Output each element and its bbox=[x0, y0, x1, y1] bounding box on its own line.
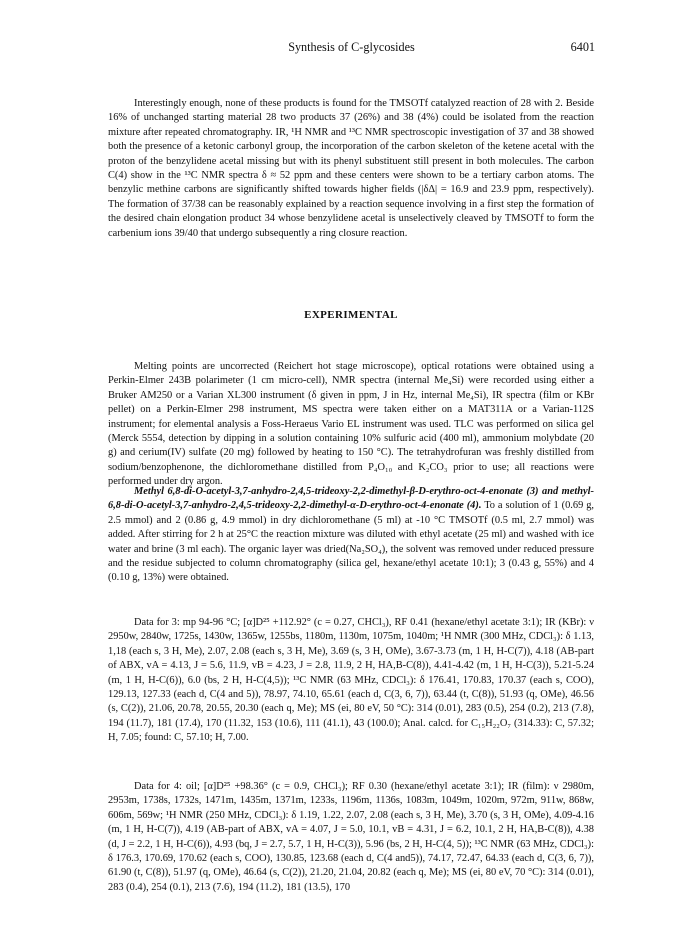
synthesis-paragraph bbox=[108, 485, 594, 586]
page-number: 6401 bbox=[570, 40, 595, 54]
general-methods-text: Melting points are uncorrected (Reichert hot stage microscope), optical rotations were obtained using a Perkin-Elmer 243B polarimeter (1 cm micro-cell), NMR spectra (internal Me₄Si) were recorded using either a Bruker AM250 or a Varian XL300 instrument (δ given in ppm, J in Hz, internal Me₄Si), IR spectra (film or KBr pellet) on a Perkin-Elmer 298 instrument, MS spectra were taken either on a MAT311A or a Varian-112S instrument; for elemental analysis a Foss-Heraeus Vario EL instrument was used. TLC was performed on silica gel (Merck 5554, detection by dipping in a solution containing 10% sulfuric acid (400 ml), ammonium molybdate (20 g) and cerium(IV) sulfate (20 mg) followed by heating to 150 °C). The tetrahydrofuran was freshly distilled from sodium/benzophenone, the dichloromethane distilled from P₄O₁₀ and K₂CO₃ prior to use; all reactions were performed under dry argon. bbox=[108, 361, 594, 488]
discussion-paragraph bbox=[108, 97, 594, 241]
discussion-text: Interestingly enough, none of these products is found for the TMSOTf catalyzed reaction of 28 with 2. Beside 16% of unchanged starting material 28 two products 37 (26%) and 38 (4%) could be isolated from the reaction mixture after repeated chromatography. IR, ¹H NMR and ¹³C NMR spectroscopic investigation of 37 and 38 showed both the presence of a ketonic carbonyl group, the incorporation of the carbon skeleton of the ketene acetal with the proton of the benzylidene acetal missing but with its phenyl substituent still present in both molecules. The carbon C(4) show in the ¹³C NMR spectra δ ≈ 52 ppm and these centers were shown to be a tertiary carbon atoms. The benzylic methine carbons are significantly shifted towards higher fields (|δΔ| = 16.9 and 23.9 ppm, respectively). The formation of 37/38 can be reasonably explained by a reaction sequence involving in a first step the formation of the desired chain elongation product 34 whose benzylidene acetal is unselectively cleaved by TMSOTf to form the carbenium ions 39/40 that undergo subsequently a ring closure reaction. bbox=[108, 98, 594, 239]
compound-4-data-paragraph bbox=[108, 780, 594, 895]
page-header bbox=[108, 40, 595, 56]
experimental-section-heading bbox=[108, 309, 594, 321]
compound-3-data-paragraph bbox=[108, 616, 594, 746]
compound-title: Methyl 6,8-di-O-acetyl-3,7-anhydro-2,4,5-trideoxy-2,2-dimethyl-β-D-erythro-oct-4-enonate (3) and methyl-6,8-di-O-acetyl-3,7-anhydro-2,4,5-trideoxy-2,2-dimethyl-α-D-erythro-oct-4-enonate (4). bbox=[108, 486, 594, 512]
experimental-heading: EXPERIMENTAL bbox=[304, 309, 398, 321]
running-title: Synthesis of C-glycosides bbox=[288, 40, 415, 54]
procedure-text: To a solution of 1 (0.69 g, 2.5 mmol) and 2 (0.86 g, 4.9 mmol) in dry dichloromethane (5 ml) at -10 °C TMSOTf (0.5 ml, 2.7 mmol) was added. After stirring for 2 h at 25°C the reaction mixture was diluted with ethyl acetate (25 ml) and washed with ice water and brine (3 ml each). The organic layer was dried(Na₂SO₄), the solvent was removed under reduced pressure and the residue subjected to column chromatography (silica gel, hexane/ethyl acetate 10:1); 3 (0.43 g, 55%) and 4 (0.10 g, 13%) were obtained. bbox=[108, 500, 594, 584]
general-methods-paragraph bbox=[108, 360, 594, 490]
compound-3-data-text: Data for 3: mp 94-96 °C; [α]D²⁵ +112.92° (c = 0.27, CHCl₃), RF 0.41 (hexane/ethyl acetate 3:1); IR (KBr): ν 2950w, 2840w, 1725s, 1430w, 1365w, 1255bs, 1180m, 1130m, 1075m, 1040m; ¹H NMR (300 MHz, CDCl₃): δ 1.13, 1,18 (each s, 3 H, Me), 2.07, 2.08 (each s, 3 H, Me), 3.69 (s, 3 H, OMe), 3.67-3.73 (m, 1 H, H-C(7)), 4.18 (AB-part of ABX, vA = 4.13, J = 5.6, 11.9, vB = 4.23, J = 2.8, 11.9, 2 H, HA,B-C(8)), 4.41-4.42 (m, 1 H, H-C(3)), 5.21-5.24 (m, 1 H, H-C(6)), 6.0 (bs, 2 H, H-C(4,5)); ¹³C NMR (63 MHz, CDCl₃): δ 176.41, 170.83, 170.37 (each s, COO), 129.13, 127.33 (each d, C(4 and 5)), 78.97, 74.10, 65.61 (each d, C(3, 6, 7)), 63.44 (t, C(8)), 51.93 (q, OMe), 46.56 (s, C(2)), 21.06, 20.78, 20.55, 20.30 (each q, Me); MS (ei, 80 eV, 50 °C): 314 (0.01), 283 (0.5), 254 (0.2), 213 (7.8), 194 (11.7), 181 (17.4), 170 (11.32, 153 (10.6), 111 (41.1), 43 (100.0); Anal. calcd. for C₁₅H₂₂O₇ (314.33): C, 57.32; H, 7.05; found: C, 57.10; H, 7.00. bbox=[108, 617, 594, 744]
compound-4-data-text: Data for 4: oil; [α]D²⁵ +98.36° (c = 0.9, CHCl₃); RF 0.30 (hexane/ethyl acetate 3:1); IR (film): ν 2980m, 2953m, 1738s, 1732s, 1471m, 1435m, 1371m, 1233s, 1196m, 1136s, 1083m, 1049m, 1020m, 972m, 911w, 868w, 606m, 569w; ¹H NMR (250 MHz, CDCl₃): δ 1.19, 1.22, 2.07, 2.08 (each s, 3 H, Me), 3.70 (s, 3 H, OMe), 4.09-4.16 (m, 1 H, H-C(7)), 4.19 (AB-part of ABX, vA = 4.07, J = 5.0, 10.1, vB = 4.31, J = 6.2, 10.1, 2 H, HA,B-C(8)), 4.38 (d, J = 2.2, 1 H, H-C(6)), 4.93 (bq, J = 2.7, 5.7, 1 H, H-C(3)), 5.96 (bs, 2 H, H-C(4, 5)); ¹³C NMR (63 MHz, CDCl₃): δ 176.3, 170.69, 170.62 (each s, COO), 130.85, 123.68 (each d, C(4 and5)), 74.17, 72.47, 64.33 (each d, C(3, 6, 7)), 61.90 (t, C(8)), 51.97 (q, OMe), 46.64 (s, C(2)), 21.20, 21.04, 20.82 (each q, Me); MS (ei, 80 eV, 70 °C): 314 (0.01), 283 (0.4), 254 (0.1), 213 (7.6), 194 (11.2), 181 (13.5), 170 bbox=[108, 781, 594, 893]
synthesis-text bbox=[108, 485, 594, 586]
